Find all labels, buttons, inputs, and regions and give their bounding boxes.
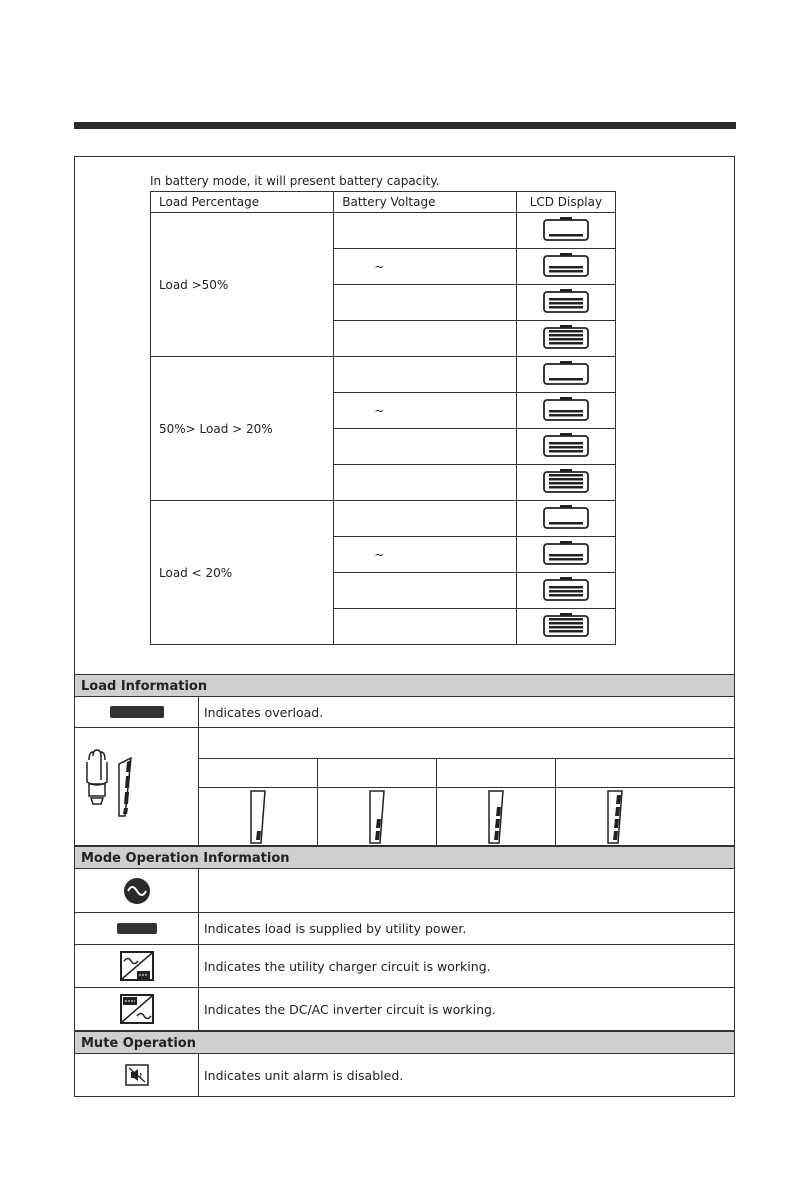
lcd-display-cell — [516, 609, 615, 645]
battery-voltage-cell — [334, 213, 516, 249]
lcd-display-cell — [516, 429, 615, 465]
battery-level-icon — [542, 576, 590, 602]
mute-row — [75, 1054, 734, 1097]
battery-bar — [549, 486, 583, 489]
battery-bar — [549, 338, 583, 341]
overload-text: Indicates overload. — [204, 704, 324, 720]
load-level-icon — [248, 789, 268, 845]
battery-voltage-cell — [334, 285, 516, 321]
battery-bar — [549, 554, 583, 557]
mute-text: Indicates unit alarm is disabled. — [204, 1067, 404, 1083]
battery-level-icon — [542, 396, 590, 422]
battery-bar — [549, 330, 583, 333]
charger-row — [75, 945, 734, 988]
battery-voltage-cell: ~ — [334, 537, 516, 573]
inverter-text: Indicates the DC/AC inverter circuit is working. — [204, 1001, 496, 1017]
load-level-cell — [436, 788, 555, 845]
utility-power-text: Indicates load is supplied by utility power. — [204, 921, 467, 936]
section-mode-operation: Mode Operation Information — [75, 846, 734, 869]
lcd-display-cell — [516, 357, 615, 393]
battery-level-icon — [542, 216, 590, 242]
charger-text: Indicates the utility charger circuit is working. — [204, 958, 491, 974]
col-header-voltage: Battery Voltage — [334, 192, 516, 213]
lcd-display-cell — [516, 501, 615, 537]
load-percentage-cell: Load >50% — [151, 213, 334, 357]
battery-bar — [549, 478, 583, 481]
battery-level-icon — [542, 468, 590, 494]
dc-ac-inverter-icon — [120, 994, 154, 1024]
battery-bar — [549, 378, 583, 381]
col-header-lcd: LCD Display — [516, 192, 615, 213]
battery-bar — [549, 446, 583, 449]
lcd-display-cell — [516, 393, 615, 429]
battery-level-icon — [542, 324, 590, 350]
battery-voltage-cell — [334, 321, 516, 357]
load-level-cell — [198, 788, 317, 845]
battery-bar — [549, 522, 583, 525]
inverter-row — [75, 988, 734, 1031]
battery-bar — [549, 630, 583, 633]
lcd-display-cell — [516, 465, 615, 501]
load-level-icon — [605, 789, 625, 845]
load-level-cell — [317, 788, 436, 845]
lcd-display-cell — [516, 249, 615, 285]
battery-level-icon — [542, 504, 590, 530]
battery-intro-text: In battery mode, it will present battery capacity. — [150, 174, 440, 188]
battery-bar — [549, 334, 583, 337]
load-percentage-cell: 50%> Load > 20% — [151, 357, 334, 501]
bulb-load-icon — [75, 728, 198, 846]
battery-bar — [549, 442, 583, 445]
battery-capacity-table — [150, 191, 616, 645]
lcd-display-cell — [516, 213, 615, 249]
lcd-display-cell — [516, 573, 615, 609]
load-level-icon — [486, 789, 506, 845]
battery-voltage-cell: ~ — [334, 249, 516, 285]
battery-level-icon — [542, 612, 590, 638]
battery-level-icon — [542, 360, 590, 386]
battery-bar — [549, 342, 583, 345]
ac-dc-charger-icon — [120, 951, 154, 981]
battery-voltage-cell — [334, 357, 516, 393]
battery-bar — [549, 474, 583, 477]
battery-voltage-cell — [334, 465, 516, 501]
battery-bar — [549, 414, 583, 417]
battery-level-icon — [542, 432, 590, 458]
lcd-display-cell — [516, 285, 615, 321]
battery-voltage-cell — [334, 609, 516, 645]
battery-bar — [549, 306, 583, 309]
section-mute-operation: Mute Operation — [75, 1031, 734, 1054]
battery-bar — [549, 302, 583, 305]
battery-voltage-cell — [334, 501, 516, 537]
ac-input-row — [75, 869, 734, 913]
header-rule — [74, 122, 736, 129]
battery-bar — [549, 266, 583, 269]
battery-voltage-cell — [334, 573, 516, 609]
battery-bar — [549, 590, 583, 593]
battery-bar — [549, 626, 583, 629]
battery-bar — [549, 270, 583, 273]
section-load-information: Load Information — [75, 674, 734, 697]
load-level-row — [75, 728, 734, 846]
battery-bar — [549, 618, 583, 621]
battery-level-icon — [542, 540, 590, 566]
battery-bar — [549, 298, 583, 301]
load-percentage-cell: Load < 20% — [151, 501, 334, 645]
battery-bar — [549, 622, 583, 625]
battery-bar — [549, 586, 583, 589]
battery-bar — [549, 558, 583, 561]
overload-row — [75, 697, 734, 728]
utility-bypass-icon — [117, 923, 157, 934]
lcd-display-cell — [516, 321, 615, 357]
battery-level-icon — [542, 288, 590, 314]
battery-bar — [549, 594, 583, 597]
ac-sine-icon — [122, 876, 152, 906]
load-level-cell — [555, 788, 675, 845]
col-header-load: Load Percentage — [151, 192, 334, 213]
battery-voltage-cell — [334, 429, 516, 465]
battery-level-icon — [542, 252, 590, 278]
battery-bar — [549, 410, 583, 413]
battery-voltage-cell: ~ — [334, 393, 516, 429]
overload-icon — [110, 706, 164, 718]
battery-bar — [549, 482, 583, 485]
battery-bar — [549, 234, 583, 237]
utility-power-row — [75, 913, 734, 945]
battery-bar — [549, 450, 583, 453]
load-level-icon — [367, 789, 387, 845]
mute-speaker-icon — [125, 1064, 149, 1086]
lcd-display-cell — [516, 537, 615, 573]
